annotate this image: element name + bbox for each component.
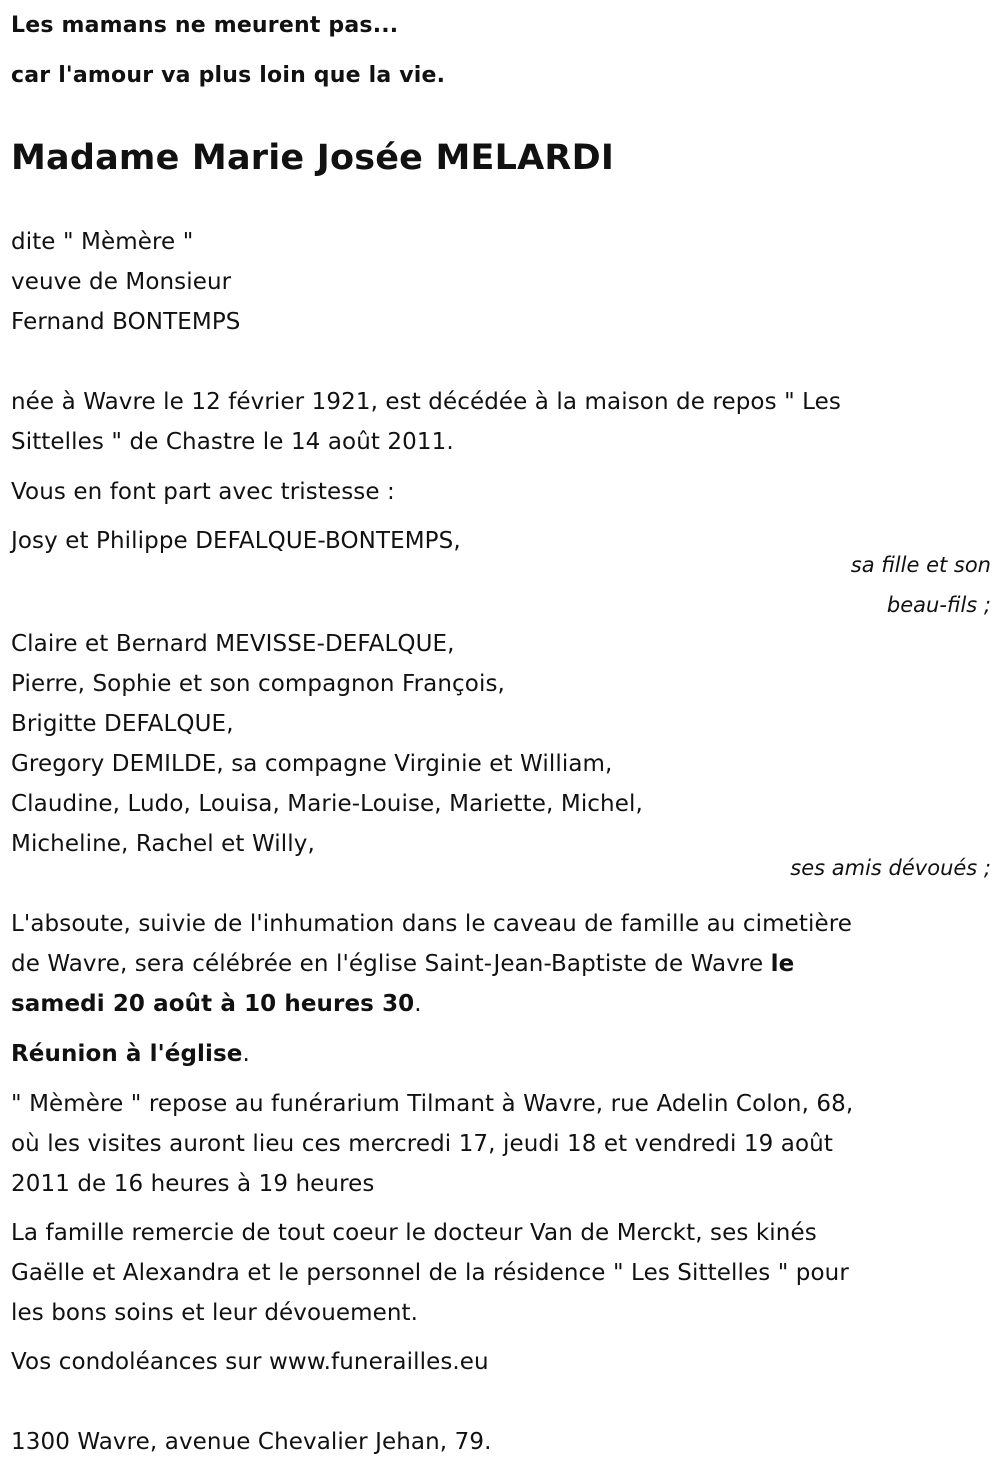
epigraph-line-1: Les mamans ne meurent pas...: [11, 13, 399, 38]
visits-line-1: " Mèmère " repose au funérarium Tilmant à Wavre, rue Adelin Colon, 68,: [11, 1091, 854, 1117]
ceremony-line-1: L'absoute, suivie de l'inhumation dans le caveau de famille au cimetière: [11, 911, 853, 937]
friend-line: Micheline, Rachel et Willy,: [11, 831, 315, 857]
friend-line: Pierre, Sophie et son compagnon François,: [11, 671, 505, 697]
condolences-line: Vos condoléances sur www.funerailles.eu: [11, 1349, 489, 1375]
epigraph-line-2: car l'amour va plus loin que la vie.: [11, 63, 446, 88]
husband-name-line: Fernand BONTEMPS: [11, 309, 241, 335]
friend-line: Brigitte DEFALQUE,: [11, 711, 234, 737]
nickname-line: dite " Mèmère ": [11, 229, 194, 255]
deceased-name: Madame Marie Josée MELARDI: [11, 138, 615, 178]
address-line: 1300 Wavre, avenue Chevalier Jehan, 79.: [11, 1429, 492, 1455]
meeting-punct: .: [242, 1041, 250, 1067]
thanks-line-2: Gaëlle et Alexandra et le personnel de la résidence " Les Sittelles " pour: [11, 1260, 849, 1286]
friend-line: Claire et Bernard MEVISSE-DEFALQUE,: [11, 631, 455, 657]
family-daughter-line: Josy et Philippe DEFALQUE-BONTEMPS,: [11, 528, 461, 554]
birth-death-line-1: née à Wavre le 12 février 1921, est décédée à la maison de repos " Les: [11, 389, 842, 415]
ceremony-date-start: le: [770, 951, 795, 977]
birth-death-line-2: Sittelles " de Chastre le 14 août 2011.: [11, 429, 454, 455]
ceremony-line-2: [11, 944, 794, 984]
ceremony-line-3: [11, 984, 422, 1024]
thanks-line-3: les bons soins et leur dévouement.: [11, 1300, 419, 1326]
ceremony-line-2-text: de Wavre, sera célébrée en l'église Saint-Jean-Baptiste de Wavre: [11, 951, 771, 977]
meeting-line: [11, 1034, 250, 1074]
meeting-text: Réunion à l'église: [11, 1041, 243, 1067]
family-daughter-relation-1: sa fille et son: [850, 553, 991, 577]
widow-line: veuve de Monsieur: [11, 269, 232, 295]
ceremony-date: samedi 20 août à 10 heures 30: [11, 991, 415, 1017]
family-daughter-relation-2: beau-fils ;: [886, 593, 991, 617]
thanks-line-1: La famille remercie de tout coeur le docteur Van de Merckt, ses kinés: [11, 1220, 817, 1246]
visits-line-2: où les visites auront lieu ces mercredi 17, jeudi 18 et vendredi 19 août: [11, 1131, 833, 1157]
announcement-line: Vous en font part avec tristesse :: [11, 479, 395, 505]
friends-relation: ses amis dévoués ;: [790, 856, 991, 880]
ceremony-line-3-punct: .: [414, 991, 422, 1017]
friend-line: Gregory DEMILDE, sa compagne Virginie et William,: [11, 751, 613, 777]
visits-line-3: 2011 de 16 heures à 19 heures: [11, 1171, 375, 1197]
friend-line: Claudine, Ludo, Louisa, Marie-Louise, Mariette, Michel,: [11, 791, 643, 817]
